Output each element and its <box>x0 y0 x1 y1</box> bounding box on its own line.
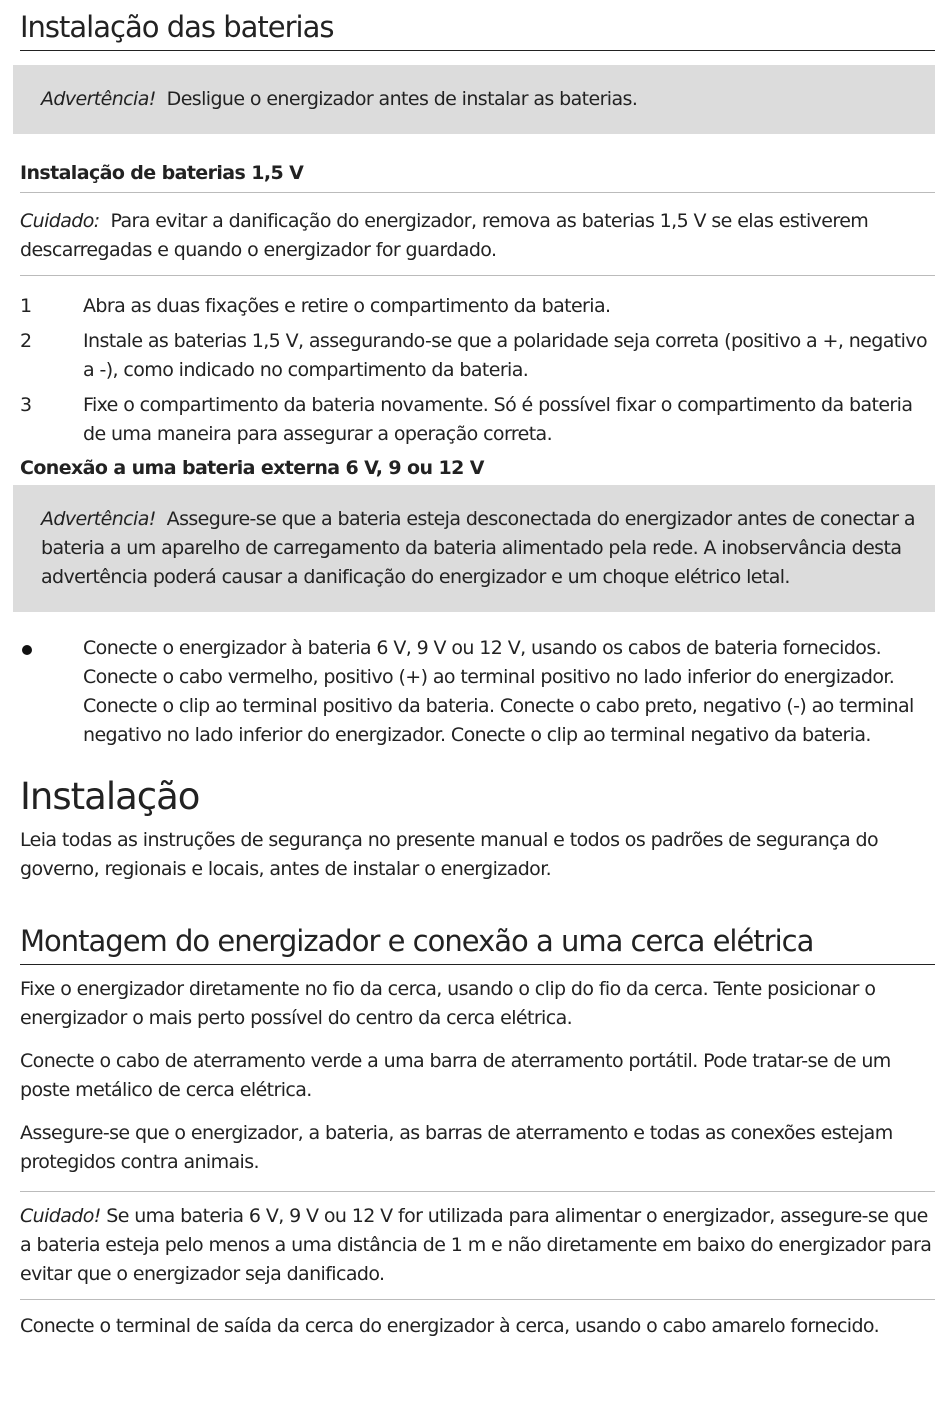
caution-note <box>20 197 935 276</box>
manual-page <box>20 0 935 1341</box>
connection-bullet <box>20 634 935 750</box>
mounting-caution-label: Cuidado! <box>20 1205 101 1227</box>
warning-label: Advertência! <box>41 88 156 110</box>
caution-text: Para evitar a danificação do energizador, remova as baterias 1,5 V se elas estiverem descarregadas e quando o energizador for guardado. <box>20 210 869 261</box>
bullet-text: Conecte o energizador à bateria 6 V, 9 V ou 12 V, usando os cabos de bateria fornecidos. Conecte o cabo vermelho, positivo (+) ao terminal positivo no lado inferior do energizador. Conecte o clip ao terminal positivo da bateria. Conecte o cabo preto, negativo (-) ao terminal negativo no lado inferior do energizador. Conecte o clip ao terminal negativo da bateria. <box>83 637 914 746</box>
external-battery-heading: Conexão a uma bateria externa 6 V, 9 ou 12 V <box>20 457 484 479</box>
battery-1-5v-heading: Instalação de baterias 1,5 V <box>20 160 935 193</box>
mounting-caution-text: Se uma bateria 6 V, 9 V ou 12 V for utilizada para alimentar o energizador, assegure-se que a bateria esteja pelo menos a uma distância de 1 m e não diretamente em baixo do energizador para evitar que o energizador seja danificado. <box>20 1205 932 1285</box>
installation-intro: Leia todas as instruções de segurança no presente manual e todos os padrões de segurança do governo, regionais e locais, antes de instalar o energizador. <box>20 829 878 880</box>
final-instruction: Conecte o terminal de saída da cerca do energizador à cerca, usando o cabo amarelo fornecido. <box>20 1315 880 1337</box>
mounting-heading: Montagem do energizador e conexão a uma cerca elétrica <box>20 914 935 965</box>
installation-heading: Instalação <box>20 775 200 818</box>
mounting-caution-note <box>20 1191 935 1300</box>
battery-install-heading: Instalação das baterias <box>20 0 935 51</box>
warning2-text: Assegure-se que a bateria esteja desconectada do energizador antes de conectar a bateria a um aparelho de carregamento da bateria alimentado pela rede. A inobservância desta advertência poderá causar a danificação do energizador e um choque elétrico letal. <box>41 508 915 588</box>
mounting-paragraph: Conecte o cabo de aterramento verde a uma barra de aterramento portátil. Pode tratar-se de um poste metálico de cerca elétrica. <box>20 1050 891 1101</box>
list-item <box>20 292 935 321</box>
warning-text: Desligue o energizador antes de instalar as baterias. <box>166 88 638 110</box>
warning2-label: Advertência! <box>41 508 156 530</box>
step-text: Instale as baterias 1,5 V, assegurando-se que a polaridade seja correta (positivo a +, negativo a -), como indicado no compartimento da bateria. <box>83 330 927 381</box>
step-number: 3 <box>20 394 32 416</box>
step-number: 1 <box>20 295 32 317</box>
step-number: 2 <box>20 330 32 352</box>
bullet-icon <box>22 645 32 655</box>
warning-box <box>13 65 935 134</box>
mounting-paragraph: Fixe o energizador diretamente no fio da cerca, usando o clip do fio da cerca. Tente posicionar o energizador o mais perto possível do centro da cerca elétrica. <box>20 978 876 1029</box>
mounting-paragraph: Assegure-se que o energizador, a bateria, as barras de aterramento e todas as conexões estejam protegidos contra animais. <box>20 1122 893 1173</box>
list-item <box>20 391 935 449</box>
install-steps-list <box>20 292 935 449</box>
list-item <box>20 327 935 385</box>
caution-label: Cuidado: <box>20 210 100 232</box>
step-text: Abra as duas fixações e retire o compartimento da bateria. <box>83 295 611 317</box>
step-text: Fixe o compartimento da bateria novamente. Só é possível fixar o compartimento da bateria de uma maneira para assegurar a operação correta. <box>83 394 913 445</box>
warning-box-external <box>13 485 935 612</box>
